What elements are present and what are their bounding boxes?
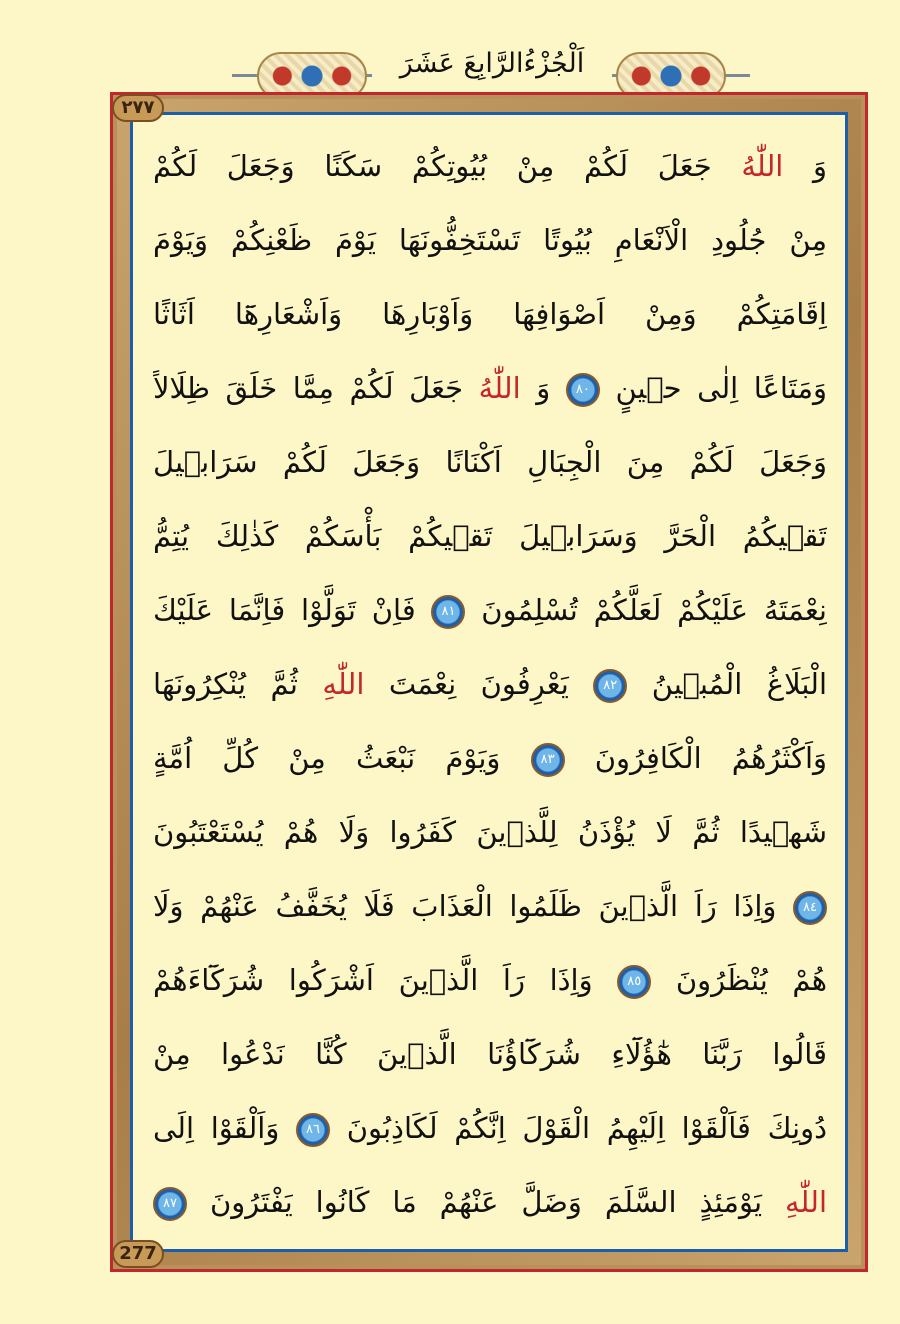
text-line-14 bbox=[153, 1091, 827, 1165]
page-number-latin: 277 bbox=[112, 1240, 164, 1268]
text-line-7 bbox=[153, 573, 827, 647]
line-text: وَاِذَا رَاَ الَّذٖينَ اَشْرَكُوا شُرَكَٓاءَهُمْ bbox=[153, 963, 593, 997]
page-number-arabic: ٢٧٧ bbox=[112, 94, 164, 122]
line-text: دُونِكَ فَاَلْقَوْا اِلَيْهِمُ الْقَوْلَ اِنَّكُمْ لَكَاذِبُونَ bbox=[346, 1111, 827, 1145]
line-text: جَعَلَ لَكُمْ مِمَّا خَلَقَ ظِلَالاً bbox=[153, 371, 464, 405]
line-text: وَاَكْثَرُهُمُ الْكَافِرُونَ bbox=[594, 741, 827, 775]
verse-number-marker: ٨٣ bbox=[531, 743, 565, 777]
text-line-2 bbox=[153, 203, 827, 277]
verse-number-marker: ٨١ bbox=[431, 595, 465, 629]
line-text: شَهٖيدًا ثُمَّ لَا يُؤْذَنُ لِلَّذٖينَ كَفَرُوا وَلَا هُمْ يُسْتَعْتَبُونَ bbox=[153, 815, 827, 849]
line-text: قَالُوا رَبَّنَا هٰٓؤُلَٓاءِ شُرَكَٓاؤُنَا الَّذٖينَ كُنَّا نَدْعُوا مِنْ bbox=[153, 1037, 827, 1071]
line-text: جَعَلَ لَكُمْ مِنْ بُيُوتِكُمْ سَكَنًا وَجَعَلَ لَكُمْ bbox=[153, 149, 712, 183]
verse-number-marker: ٨٢ bbox=[593, 669, 627, 703]
line-text: وَاِذَا رَاَ الَّذٖينَ ظَلَمُوا الْعَذَابَ فَلَا يُخَفَّفُ عَنْهُمْ وَلَا bbox=[153, 889, 777, 923]
line-text: اِقَامَتِكُمْ وَمِنْ اَصْوَافِهَا وَاَوْبَارِهَا وَاَشْعَارِهَٓا اَثَاثًا bbox=[153, 297, 827, 331]
text-line-6 bbox=[153, 499, 827, 573]
line-text: فَاِنْ تَوَلَّوْا فَاِنَّمَا عَلَيْكَ bbox=[153, 593, 416, 627]
text-line-8 bbox=[153, 647, 827, 721]
line-text: وَمَتَاعًا اِلٰى حٖينٍ bbox=[615, 371, 827, 405]
text-panel bbox=[130, 112, 848, 1252]
line-text: تَقٖيكُمُ الْحَرَّ وَسَرَابٖيلَ تَقٖيكُمْ بَأْسَكُمْ كَذٰلِكَ يُتِمُّ bbox=[153, 519, 827, 553]
text-line-5 bbox=[153, 425, 827, 499]
divine-name: اللّٰهُ bbox=[741, 149, 784, 183]
line-text: يَعْرِفُونَ نِعْمَتَ bbox=[364, 667, 569, 701]
line-text: وَجَعَلَ لَكُمْ مِنَ الْجِبَالِ اَكْنَانًا وَجَعَلَ لَكُمْ سَرَابٖيلَ bbox=[153, 445, 827, 479]
text-line-4 bbox=[153, 351, 827, 425]
line-text: مِنْ جُلُودِ الْاَنْعَامِ بُيُوتًا تَسْتَخِفُّونَهَا يَوْمَ ظَعْنِكُمْ وَيَوْمَ bbox=[153, 223, 827, 257]
line-text: الْبَلَاغُ الْمُبٖينُ bbox=[651, 667, 827, 701]
divine-name: اللّٰهِ bbox=[784, 1185, 827, 1219]
juz-title: اَلْجُزْءُالرَّابِعَ عَشَرَ bbox=[399, 48, 585, 79]
text-line-13 bbox=[153, 1017, 827, 1091]
line-text: هُمْ يُنْظَرُونَ bbox=[675, 963, 827, 997]
quran-text bbox=[153, 129, 827, 1235]
line-text: نِعْمَتَهُ عَلَيْكُمْ لَعَلَّكُمْ تُسْلِمُونَ bbox=[481, 593, 827, 627]
verse-number-marker: ٨٤ bbox=[793, 891, 827, 925]
verse-number-marker: ٨٧ bbox=[153, 1187, 187, 1221]
line-text: وَ bbox=[536, 371, 551, 405]
verse-number-marker: ٨٥ bbox=[617, 965, 651, 999]
text-line-11 bbox=[153, 869, 827, 943]
text-line-1 bbox=[153, 129, 827, 203]
line-text: وَ bbox=[813, 149, 827, 183]
text-line-15 bbox=[153, 1165, 827, 1239]
line-text: وَيَوْمَ نَبْعَثُ مِنْ كُلِّ اُمَّةٍ bbox=[153, 741, 501, 775]
page-frame bbox=[110, 92, 868, 1272]
text-line-3 bbox=[153, 277, 827, 351]
text-line-12 bbox=[153, 943, 827, 1017]
line-text: يَوْمَئِذٍ السَّلَمَ وَضَلَّ عَنْهُمْ مَا كَانُوا يَفْتَرُونَ bbox=[209, 1185, 763, 1219]
divine-name: اللّٰهِ bbox=[322, 667, 365, 701]
line-text: وَاَلْقَوْا اِلَى bbox=[153, 1111, 280, 1145]
divine-name: اللّٰهُ bbox=[478, 371, 521, 405]
line-text: ثُمَّ يُنْكِرُونَهَا bbox=[153, 667, 298, 701]
verse-number-marker: ٨٦ bbox=[296, 1113, 330, 1147]
verse-number-marker: ٨٠ bbox=[566, 373, 600, 407]
text-line-10 bbox=[153, 795, 827, 869]
text-line-9 bbox=[153, 721, 827, 795]
